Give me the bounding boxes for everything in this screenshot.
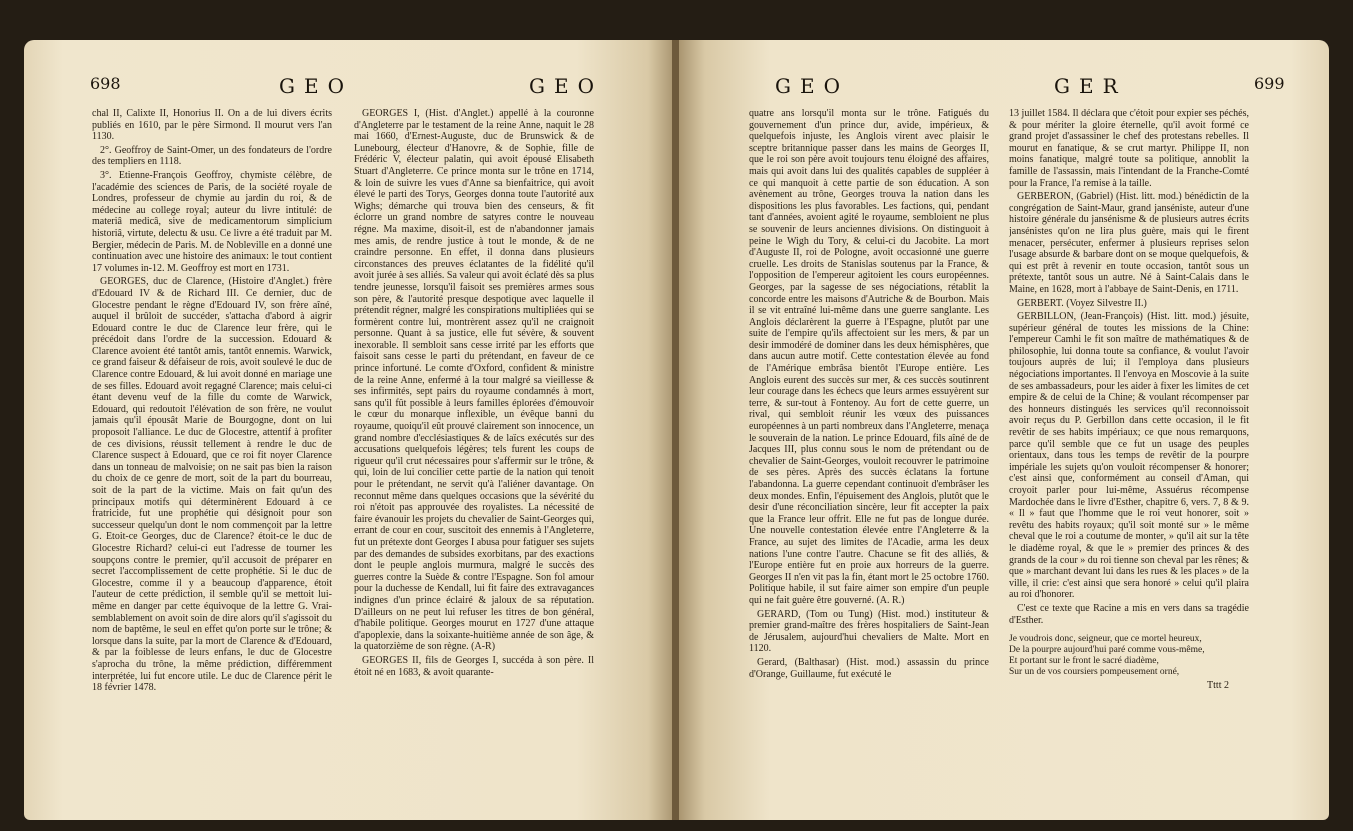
right-page	[679, 40, 1329, 820]
left-running-title-1: GEO	[279, 74, 353, 98]
right-column-2	[1009, 108, 1249, 808]
entry-paragraph: GERARD, (Tom ou Tung) (Hist. mod.) instituteur & premier grand-maître des frères hospitaliers de Saint-Jean de Jérusalem, aujourd'hui chevaliers de Malte. Mort en 1120.	[749, 608, 989, 655]
signature-mark: Tttt 2	[1207, 680, 1229, 692]
entry-paragraph: quatre ans lorsqu'il monta sur le trône. Fatigués du gouvernement d'un prince dur, avide, impérieux, & quelquefois injuste, les Anglois virent avec plaisir le sceptre britannique passer dans les mains de Georges II, que le roi son père avoit toujours tenu éloigné des affaires, mais qui avoit dans lui des qualités capables de suppléer à ce qui manquoit à cette partie de son éducation. A son avènement au trône, Georges trouva la nation dans les dispositions les plus favorables. Les factions, qui, pendant tant d'années, avoient agité le royaume, sembloient ne plus se souvenir de leurs anciennes divisions. On distinguoit à peine le Wigh du Tory, & celui-ci du Jacobite. La mort d'Auguste II, roi de Pologne, avoit occasionné une guerre cruelle. Les droits de Stanislas soutenus par la France, & l'opposition de l'empereur agitoient les cours européennes. Georges, par la sagesse de ses négociations, rétablit la concorde entre les maisons d'Autriche & de Bourbon. Mais il se vit entraîné lui-même dans une guerre sanglante. Les Anglois déclarèrent la guerre à l'Espagne, plutôt par une suite de l'empire qu'ils affectoient sur les mers, & par un desir immodéré de dominer dans les deux hémisphères, que dans aucun autre motif. Cette contestation élevée au fond de l'Amérique embrâsa bientôt l'Europe entière. Les Anglois eurent des succès sur mer, & ces succès soutinrent leur courage dans les échecs que leurs armes essuyèrent sur terre, & sur-tout à Fontenoy. Au fort de cette guerre, un rival, qui sembloit réunir les vœux des puissances européennes à un parti nombreux dans l'Angleterre, menaça le souverain de la nation. Le prince Edouard, fils aîné de de Jacques III, plus connu sous le nom de prétendant ou de chevalier de Saint-Georges, vouloit recouvrer le patrimoine de ses pères. Après des succès éclatans la fortune l'abandonna. La guerre cependant continuoit d'embrâser les deux mondes. Enfin, l'épuisement des Anglois, plutôt que le desir d'une réconciliation sincère, leur fit accepter la paix que la France leur offrit. Elle ne fut pas de longue durée. Une nouvelle contestation élevée entre l'Angleterre & la France, au sujet des limites de l'Acadie, arma les deux nations l'une contre l'autre. Chacune se fit des alliés, & l'Europe entière fut en proie aux horreurs de la guerre. Georges II n'en vit pas la fin, étant mort le 25 octobre 1760. Politique habile, il sut faire aimer son empire d'un peuple qui ne fait guère être gouverné. (A. R.)	[749, 108, 989, 606]
verse-quote	[1009, 634, 1249, 678]
entry-paragraph: 13 juillet 1584. Il déclara que c'étoit pour expier ses péchés, & pour mériter la gloire éternelle, qu'il avoit formé ce grand projet d'assassiner le chef des protestans rebelles. Il mourut en fanatique, & se crut martyr. Philippe II, non moins fanatique, malgré toute sa politique, annoblit la famille de l'assassin, mais l'intendant de la Franche-Comté pour la France, l'a remise à la taille.	[1009, 108, 1249, 189]
right-running-title-2: GER	[1054, 74, 1127, 98]
left-page	[24, 40, 674, 820]
left-page-number: 698	[90, 74, 121, 93]
entry-paragraph: GERBILLON, (Jean-François) (Hist. litt. mod.) jésuite, supérieur général de toutes les missions de la Chine: l'empereur Camhi le fit son maître de mathématiques & de philosophie, lui donna toute sa confiance, & voulut l'avoir toujours auprès de lui; il l'employa dans plusieurs négociations importantes. Il l'envoya en Moscovie à la suite de ses ambassadeurs, pour les aider à fixer les limites de cet empire & de celui de la Chine; & voulant récompenser par des honneurs distingués les services qu'il reconnoissoit avoir reçus du P. Gerbillon dans cette occasion, il le fit revêtir de ses habits impériaux; ce que nous remarquons, parce qu'il semble que ce fut un usage des peuples orientaux, dans tous les temps de revêtir de la pourpre impériale les sujets qu'on vouloit récompenser & honorer; c'est ainsi que, conformément au conseil d'Aman, qui croyoit parler pour lui-même, Assuérus récompense Mardochée dans le livre d'Esther, chapitre 6, vers. 7, 8 & 9. « Il » faut que l'homme que le roi veut honorer, soit » revêtu des habits royaux; qu'il soit monté sur » le même cheval que le roi a coutume de monter, » qu'il ait sur la tête le diadème royal, & que le » premier des princes & des grands de la cour » du roi tienne son cheval par les rênes; & que » marchant devant lui dans les rues & les places » de la ville, il crie: c'est ainsi que sera honoré » celui qu'il plaira au roi d'honorer.	[1009, 311, 1249, 601]
verse-line: Sur un de vos coursiers pompeusement orné,	[1009, 667, 1180, 678]
right-page-number: 699	[1254, 74, 1285, 93]
left-column-2	[354, 108, 594, 808]
left-running-title-2: GEO	[529, 74, 603, 98]
entry-paragraph: GERBERT. (Voyez Silvestre II.)	[1017, 297, 1147, 309]
entry-paragraph: GERBERON, (Gabriel) (Hist. litt. mod.) bénédictin de la congrégation de Saint-Maur, grand janséniste, auteur d'une histoire générale du jansénisme & de plusieurs autres écrits jansénistes qu'on ne lira plus guère, mais qui le firent menacer, persécuter, enfermer à plusieurs reprises selon l'usage absurde & barbare dont on se moque quelquefois, & qui est prêt à revenir en toute occasion, tantôt sous un prétexte, tantôt sous un autre. Né à Saint-Calais dans le Maine, en 1628, mort à l'abbaye de Saint-Denis, en 1711.	[1009, 191, 1249, 295]
right-column-1	[749, 108, 989, 808]
entry-paragraph: 3°. Etienne-François Geoffroy, chymiste célèbre, de l'académie des sciences de Paris, de la société royale de Londres, professeur de chymie au jardin du roi, & de médecine au college royal; auteur du livre intitulé: de materiâ medicâ, sive de medicamentorum simplicium historiâ, virtute, delectu & usu. Ce livre a été traduit par M. Bergier, médecin de Paris. M. de Nobleville en a donné une continuation avec une histoire des animaux: le tout contient 17 volumes in-12. M. Geoffroy est mort en 1731.	[92, 169, 332, 274]
entry-paragraph: GEORGES, duc de Clarence, (Histoire d'Anglet.) frère d'Edouard IV & de Richard III. Ce dernier, duc de Glocestre pendant le règne d'Edouard IV, son frère aîné, auquel il brûloit de succéder, s'attacha d'abord à aigrir Edouard contre le duc de Clarence leur frère, qui le précédoit dans l'ordre de la succession. Edouard & Clarence avoient été tantôt amis, tantôt ennemis. Warwick, ce grand faiseur & défaiseur de rois, avoit soulevé le duc de Clarence contre Edouard, & lui avoit donné en mariage une de ses filles. Edouard avoit regagné Clarence; mais celui-ci étant devenu veuf de la fille du comte de Warwick, Edouard, qui redoutoit l'élévation de son frère, ne voulut jamais qu'il épousât Marie de Bourgogne, dont on lui proposoit l'alliance. Le duc de Glocestre, attentif à profiter de ces divisions, réussit tellement à rendre le duc de Clarence suspect à Edouard, que ce roi fit noyer Clarence dans un tonneau de malvoisie; on ne sait pas bien la raison du choix de ce genre de mort, soit de la part du bourreau, soit de la part de la victime. Mais on fait qu'un des principaux motifs qui déterminèrent Edouard à ce fratricide, fut une prophétie qui désignoit pour son successeur quelqu'un dont le nom commençoit par la lettre G. Etoit-ce Georges, duc de Clarence? étoit-ce le duc de Glocestre Richard? celui-ci eut l'adresse de tourner les soupçons contre le premier, qu'il accusoit de préparer en secret l'accomplissement de cette prophétie. Si le duc de Glocestre, comme il y a beaucoup d'apparence, étoit l'auteur de cette prédiction, il semble qu'il se mettoit lui-même en danger par cette équivoque de la lettre G. Vrai-semblablement on avoit soin de dire alors qu'il s'agissoit du nom de baptême, le seul en effet qu'on porte sur le trône; & lorsque dans la suite, par la mort de Clarence & d'Edouard, & par la foiblesse de leurs enfans, le duc de Glocestre s'aprocha du trône, la même prédiction, différemment interprétée, lui fut encore utile. Le duc de Clarence périt le 18 février 1478.	[92, 276, 332, 694]
verse-line: Et portant sur le front le sacré diadème,	[1009, 656, 1159, 667]
entry-paragraph: chal II, Calixte II, Honorius II. On a de lui divers écrits publiés en 1610, par le père Sirmond. Il mourut vers l'an 1130.	[92, 108, 332, 143]
entry-paragraph: GEORGES I, (Hist. d'Anglet.) appellé à la couronne d'Angleterre par le testament de la reine Anne, naquit le 28 mai 1660, d'Ernest-Auguste, duc de Brunswick & de Lunebourg, électeur d'Hanovre, & de Sophie, fille de Frédéric V, électeur palatin, qui avoit épousé Elisabeth Stuart d'Angleterre. Ce prince monta sur le trône en 1714, & loin de suivre les vues d'Anne sa bienfaitrice, qui avoit élevé le parti des Torys, Georges donna toute l'autorité aux Wighs; démarche qui trouva bien des censeurs, & fit éclorre un grand nombre de satyres contre le nouveau régne. Ma maxime, disoit-il, est de n'abandonner jamais mes amis, de rendre justice à tout le monde, & de ne craindre personne. En effet, il donna dans plusieurs circonstances des preuves éclatantes de la fidélité qu'il avoit jurée à ses alliés. Sa valeur qui avoit éclaté dès sa plus tendre jeunesse, lorsqu'il faisoit ses premières armes sous son père, & l'autorité presque despotique avec laquelle il prétendit régner, malgré les conspirations multipliées qui se formèrent contre lui, montrèrent assez qu'il ne craignoit personne. Quant à sa justice, elle fut sévère, & souvent inexorable. Il sembloit sans cesse irrité par les efforts que faisoit sans cesse le parti du prétendant, en faveur de ce prince infortuné. Le comte d'Oxford, confident & ministre de la reine Anne, enfermé à la tour malgré sa vieillesse & ses infirmités, sept pairs du royaume condamnés à mort, sans qu'il fût possible à leurs familles éplorées d'émouvoir le cœur du monarque inflexible, un évêque banni du royaume, quoiqu'il eût prouvé clairement son innocence, un grand nombre d'ecclésiastiques & de laïcs exécutés sur des accusations quelquefois légères; tels furent les coups de rigueur qu'il crut nécessaires pour s'affermir sur le trône, & qui, loin de lui concilier cette partie de la nation qui tenoit pour le prétendant, ne servit qu'à l'aliéner davantage. On reconnut même dans quelques occasions que la sévérité du roi n'étoit pas approuvée des royalistes. La nécessité de faire évanouir les projets du chevalier de Saint-Georges qui, errant de cour en cour, suscitoit des ennemis à l'Angleterre, fut un prétexte dont Georges I abusa pour fatiguer ses sujets par des demandes de subsides exorbitans, par des exactions dont le peuple anglois murmura, malgré le succès des guerres contre la Suède & contre l'Espagne. Son fol amour pour la duchesse de Kendall, lui fit faire des extravagances indignes d'un prince éclairé & jaloux de sa réputation. D'ailleurs on ne peut lui refuser les titres de bon général, d'habile politique. Georges mourut en 1727 d'une attaque d'apoplexie, dans la soixante-huitième année de son âge, & la quatorzième de son règne. (A-R)	[354, 108, 594, 653]
left-column-1	[92, 108, 332, 808]
open-book	[24, 40, 1329, 820]
entry-paragraph: 2°. Geoffroy de Saint-Omer, un des fondateurs de l'ordre des templiers en 1118.	[92, 144, 332, 168]
entry-paragraph: C'est ce texte que Racine a mis en vers dans sa tragédie d'Esther.	[1009, 602, 1249, 626]
entry-paragraph: GEORGES II, fils de Georges I, succéda à son père. Il étoit né en 1683, & avoit quarante-	[354, 654, 594, 678]
entry-paragraph: Gerard, (Balthasar) (Hist. mod.) assassin du prince d'Orange, Guillaume, fut exécuté le	[749, 656, 989, 680]
verse-line: Je voudrois donc, seigneur, que ce mortel heureux,	[1009, 634, 1202, 645]
right-running-title-1: GEO	[775, 74, 849, 98]
verse-line: De la pourpre aujourd'hui paré comme vous-même,	[1009, 645, 1205, 656]
